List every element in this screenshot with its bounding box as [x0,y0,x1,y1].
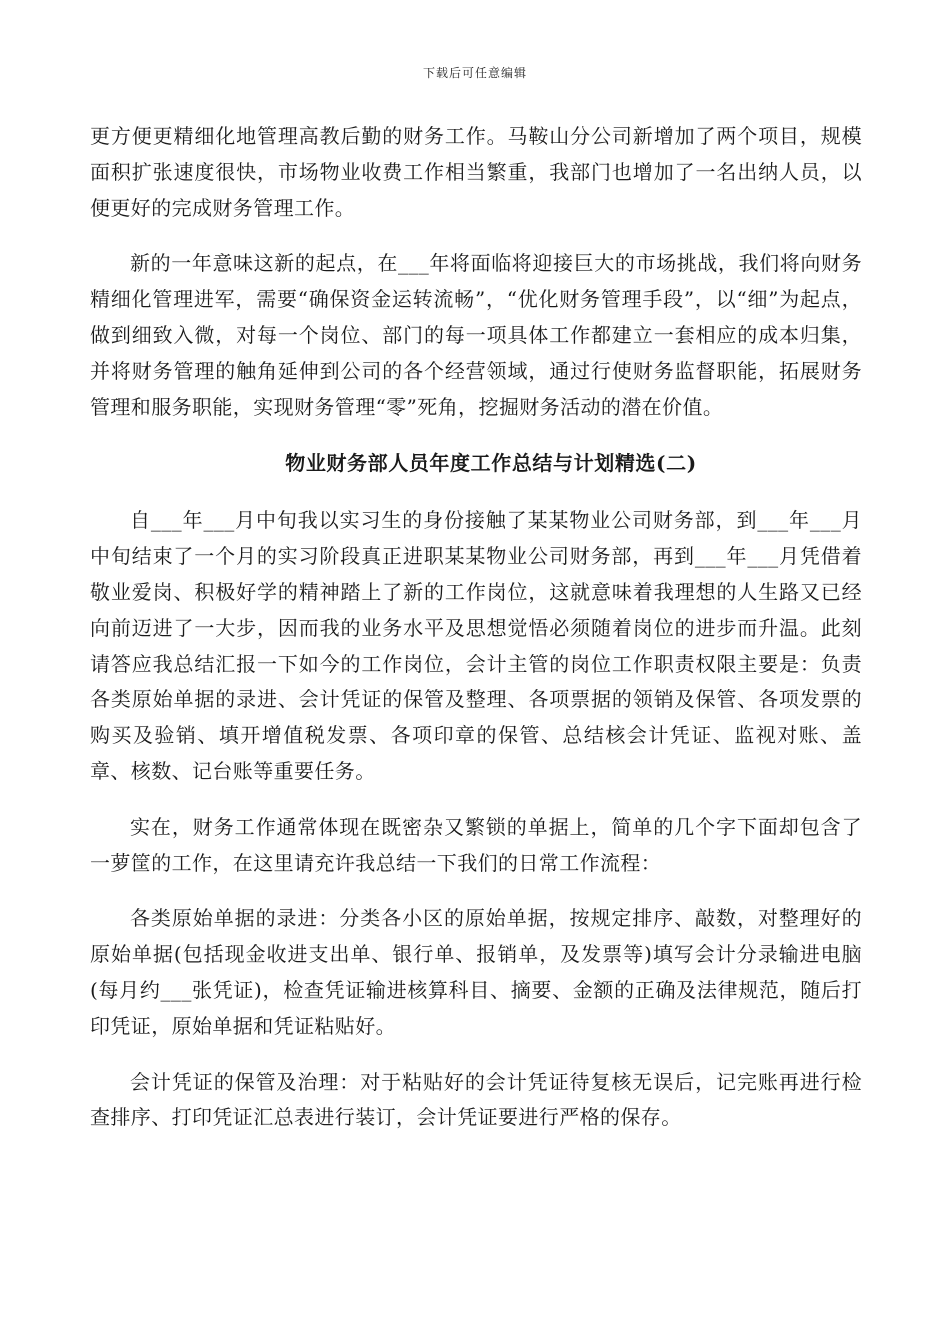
header-note: 下载后可任意编辑 [422,66,527,80]
document-body [90,119,862,1156]
paragraph-new-year-plan: 新的一年意味这新的起点，在___年将面临将迎接巨大的市场挑战，我们将向财务精细化管理进军，需要“确保资金运转流畅”，“优化财务管理手段”，以“细”为起点，做到细致入微，对每一个岗位、部门的每一项具体工作都建立一套相应的成本归集，并将财务管理的触角延伸到公司的各个经营领域，通过行使财务监督职能，拓展财务管理和服务职能，实现财务管理“零”死角，挖掘财务活动的潜在价值。 [90,251,862,419]
paragraph-document-entry: 各类原始单据的录进：分类各小区的原始单据，按规定排序、敲数，对整理好的原始单据(包括现金收进支出单、银行单、报销单，及发票等)填写会计分录输进电脑(每月约___张凭证)，检查凭证输进核算科目、摘要、金额的正确及法律规范，随后打印凭证，原始单据和凭证粘贴好。 [90,906,862,1038]
paragraph-internship-summary: 自___年___月中旬我以实习生的身份接触了某某物业公司财务部，到___年___月中旬结束了一个月的实习阶段真正进职某某物业公司财务部，再到___年___月凭借着敬业爱岗、积极好学的精神踏上了新的工作岗位，这就意味着我理想的人生路又已经向前迈进了一大步，因而我的业务水平及思想觉悟必须随着岗位的进步而升温。此刻请答应我总结汇报一下如今的工作岗位，会计主管的岗位工作职责权限主要是：负责各类原始单据的录进、会计凭证的保管及整理、各项票据的领销及保管、各项发票的购买及验销、填开增值税发票、各项印章的保管、总结核会计凭证、监视对账、盖章、核数、记台账等重要任务。 [90,508,862,783]
section-title: 物业财务部人员年度工作总结与计划精选(二) [285,451,697,476]
paragraph-voucher-custody: 会计凭证的保管及治理：对于粘贴好的会计凭证待复核无误后，记完账再进行检查排序、打印凭证汇总表进行装订，会计凭证要进行严格的保存。 [90,1069,862,1130]
paragraph-continuation: 更方便更精细化地管理高教后勤的财务工作。马鞍山分公司新增加了两个项目，规模面积扩张速度很快，市场物业收费工作相当繁重，我部门也增加了一名出纳人员，以便更好的完成财务管理工作。 [90,124,862,220]
paragraph-work-process-intro: 实在，财务工作通常体现在既密杂又繁锁的单据上，简单的几个字下面却包含了一萝筐的工作，在这里请充许我总结一下我们的日常工作流程： [90,814,862,875]
